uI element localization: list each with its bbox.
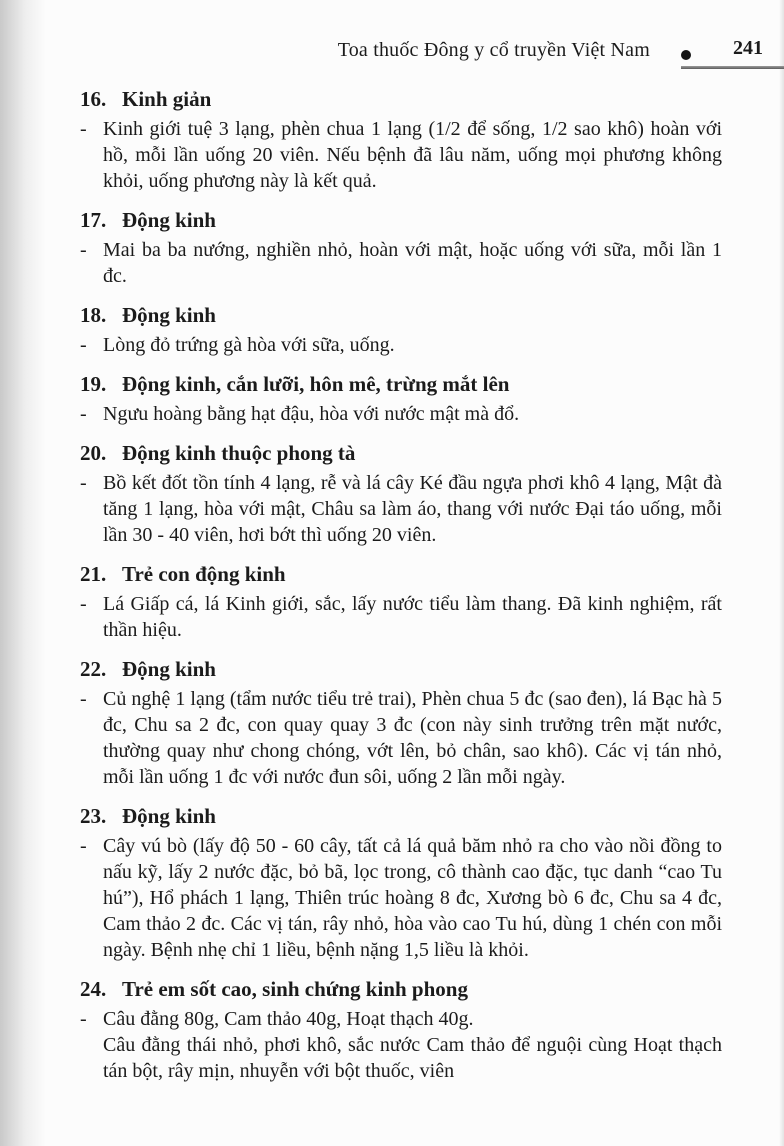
entry-title: Kinh giản	[122, 87, 212, 111]
entry-18	[80, 302, 722, 358]
entry-number: 16.	[80, 87, 107, 111]
entry-20	[80, 440, 722, 548]
entry-title: Động kinh	[122, 208, 216, 232]
entry-22	[80, 656, 722, 790]
entry-text: Ngưu hoàng bằng hạt đậu, hòa với nước mật mà đổ.	[103, 403, 520, 425]
entry-heading	[80, 371, 722, 397]
entry-16	[80, 86, 722, 194]
entry-heading	[80, 440, 722, 466]
dash-marker: -	[80, 118, 87, 140]
page-content	[80, 86, 722, 1084]
entry-heading	[80, 561, 722, 587]
dash-marker: -	[80, 403, 87, 425]
entry-heading	[80, 302, 722, 328]
entry-24	[80, 976, 722, 1084]
page-number: 241	[733, 37, 763, 59]
entry-heading	[80, 976, 722, 1002]
entry-23	[80, 803, 722, 963]
entry-text: Lá Giấp cá, lá Kinh giới, sắc, lấy nước tiểu làm thang. Đã kinh nghiệm, rất thần hiệu.	[103, 593, 722, 641]
entry-title: Trẻ em sốt cao, sinh chứng kinh phong	[122, 977, 468, 1001]
entry-text: Câu đằng 80g, Cam thảo 40g, Hoạt thạch 40g.	[103, 1008, 474, 1030]
header-bullet-icon	[681, 50, 691, 60]
entry-heading	[80, 207, 722, 233]
entry-title: Động kinh thuộc phong tà	[122, 441, 356, 465]
entry-text: Mai ba ba nướng, nghiền nhỏ, hoàn với mật, hoặc uống với sữa, mỗi lần 1 đc.	[103, 239, 722, 287]
entry-paragraph	[80, 591, 722, 643]
running-title: Toa thuốc Đông y cổ truyền Việt Nam	[337, 39, 650, 61]
entry-21	[80, 561, 722, 643]
entry-title: Trẻ con động kinh	[122, 562, 286, 586]
dash-marker	[80, 1032, 103, 1084]
entry-text: Câu đằng thái nhỏ, phơi khô, sắc nước Cam thảo để nguội cùng Hoạt thạch tán bột, rây mịn, nhuyễn với bột thuốc, viên	[103, 1034, 722, 1082]
scan-left-shadow	[0, 0, 46, 1146]
entry-number: 24.	[80, 977, 107, 1001]
entry-text: Lòng đỏ trứng gà hòa với sữa, uống.	[103, 334, 395, 356]
entry-paragraph	[80, 833, 722, 963]
entry-number: 21.	[80, 562, 107, 586]
entry-number: 17.	[80, 208, 107, 232]
entry-paragraph	[80, 332, 722, 358]
entry-title: Động kinh	[122, 303, 216, 327]
dash-marker: -	[80, 1008, 87, 1030]
entry-number: 18.	[80, 303, 107, 327]
dash-marker: -	[80, 835, 87, 857]
entry-text: Bồ kết đốt tồn tính 4 lạng, rễ và lá cây Ké đầu ngựa phơi khô 4 lạng, Mật đà tăng 1 lạng, hòa với mật, Châu sa làm áo, thang với nước Đại táo uống, mỗi lần 30 - 40 viên, hơi bớt thì uống 20 viên.	[103, 472, 722, 546]
entry-paragraph	[80, 686, 722, 790]
entry-heading	[80, 86, 722, 112]
entry-text: Kinh giới tuệ 3 lạng, phèn chua 1 lạng (1/2 để sống, 1/2 sao khô) hoàn với hồ, mỗi lần uống 20 viên. Nếu bệnh đã lâu năm, uống mọi phương không khỏi, uống phương này là kết quả.	[103, 118, 722, 192]
entry-paragraph	[80, 470, 722, 548]
entry-heading	[80, 803, 722, 829]
entry-title: Động kinh	[122, 657, 216, 681]
dash-marker: -	[80, 688, 87, 710]
scan-right-shadow	[779, 0, 784, 1146]
dash-marker: -	[80, 334, 87, 356]
dash-marker: -	[80, 593, 87, 615]
entry-text: Cây vú bò (lấy độ 50 - 60 cây, tất cả lá quả băm nhỏ ra cho vào nồi đồng to nấu kỹ, lấy 2 nước đặc, bỏ bã, lọc trong, cô thành cao đặc, tục danh “cao Tu hú”), Hổ phách 1 lạng, Thiên trúc hoàng 8 đc, Xương bò 6 đc, Chu sa 4 đc, Cam thảo 2 đc. Các vị tán, rây nhỏ, hòa vào cao Tu hú, dùng 1 chén con mỗi ngày. Bệnh nhẹ chỉ 1 liều, bệnh nặng 1,5 liều là khỏi.	[103, 835, 722, 961]
entry-title: Động kinh	[122, 804, 216, 828]
entry-paragraph	[80, 1032, 722, 1084]
entry-paragraph	[80, 237, 722, 289]
entry-text: Củ nghệ 1 lạng (tẩm nước tiểu trẻ trai), Phèn chua 5 đc (sao đen), lá Bạc hà 5 đc, Chu sa 2 đc, con quay quay 3 đc (con này sinh trưởng trên mặt nước, thường quay như chong chóng, vớt lên, bỏ chân, sao khô). Các vị tán nhỏ, mỗi lần uống 1 đc với nước đun sôi, uống 2 lần mỗi ngày.	[103, 688, 722, 788]
entry-paragraph	[80, 116, 722, 194]
entry-paragraph	[80, 401, 722, 427]
header-rule	[681, 66, 784, 69]
entry-title: Động kinh, cắn lưỡi, hôn mê, trừng mắt lên	[122, 372, 510, 396]
entry-paragraph	[80, 1006, 722, 1032]
entry-number: 19.	[80, 372, 107, 396]
entry-17	[80, 207, 722, 289]
entry-number: 22.	[80, 657, 107, 681]
entry-heading	[80, 656, 722, 682]
dash-marker: -	[80, 472, 87, 494]
entry-number: 20.	[80, 441, 107, 465]
entry-19	[80, 371, 722, 427]
entry-number: 23.	[80, 804, 107, 828]
dash-marker: -	[80, 239, 87, 261]
